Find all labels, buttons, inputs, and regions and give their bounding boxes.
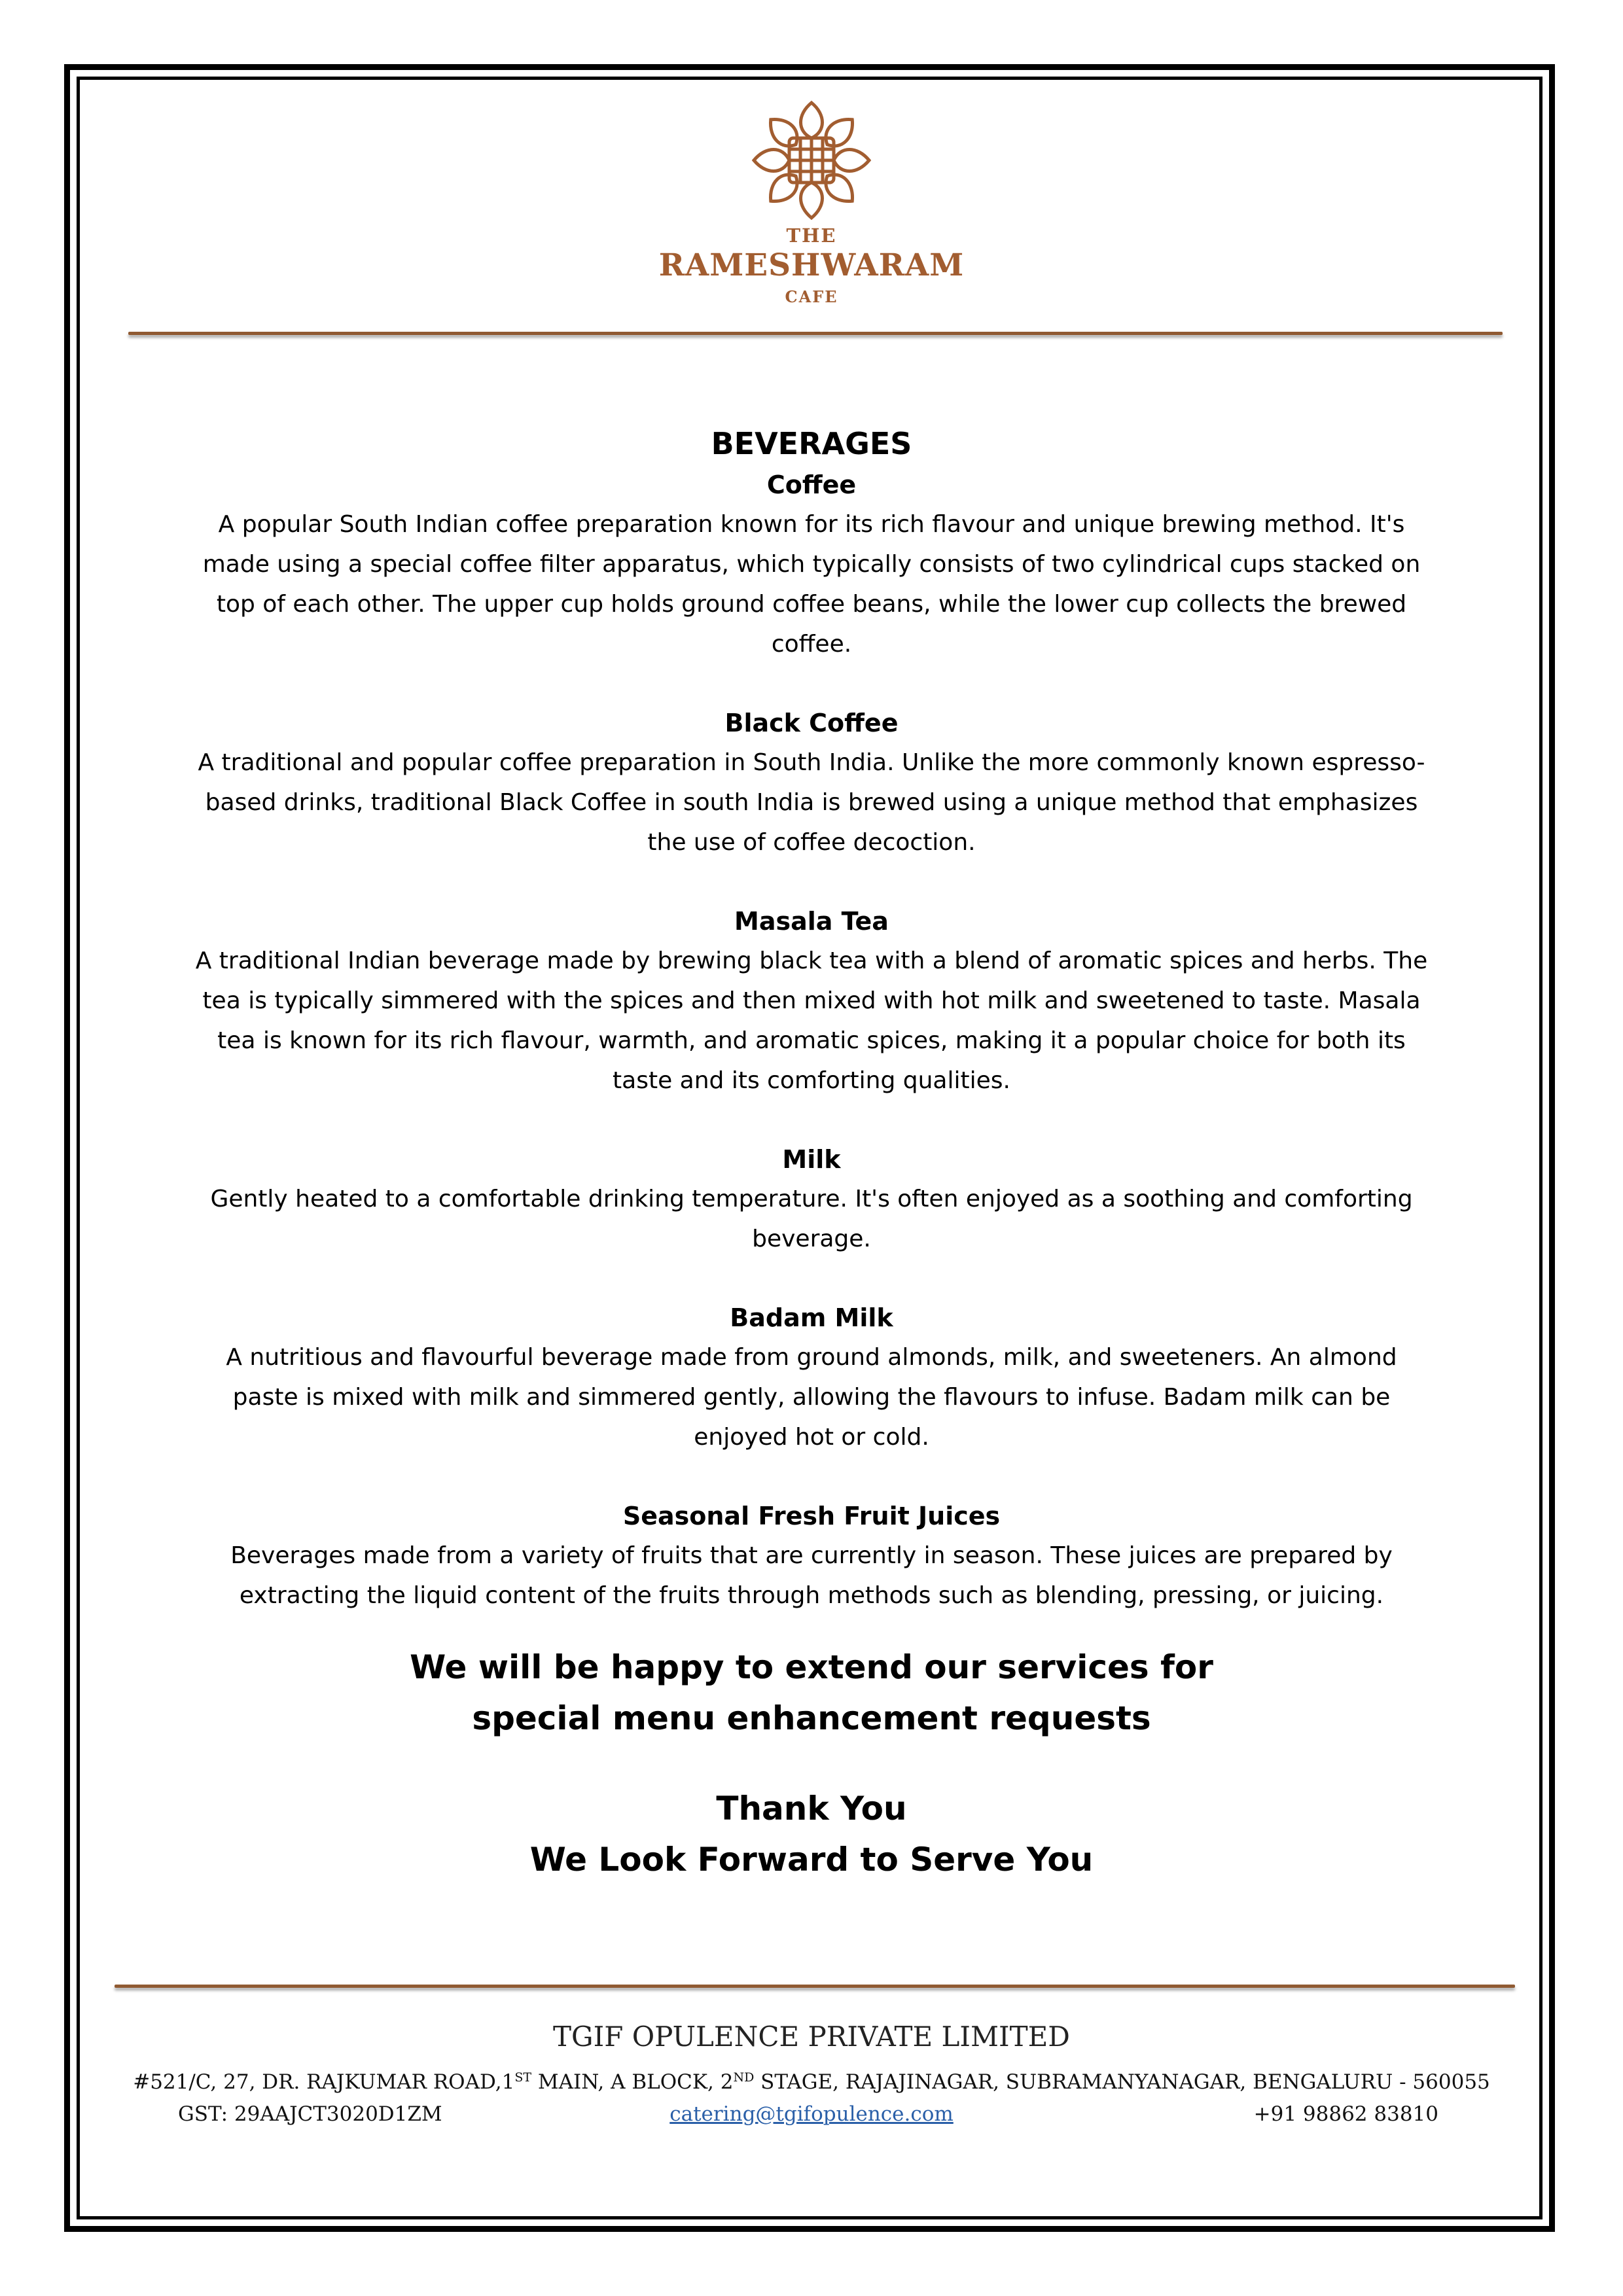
look-forward-line: We Look Forward to Serve You xyxy=(529,1841,1094,1879)
footer-gst: GST: 29AAJCT3020D1ZM xyxy=(178,2102,442,2126)
address-superscript: ND xyxy=(733,2070,755,2085)
address-part: MAIN, A BLOCK, 2 xyxy=(531,2070,734,2094)
menu-item xyxy=(190,902,1433,1101)
item-name: Badam Milk xyxy=(730,1303,893,1332)
menu-content xyxy=(190,422,1433,1885)
address-part: #521/C, 27, DR. RAJKUMAR ROAD,1 xyxy=(133,2070,515,2094)
item-description: A nutritious and flavourful beverage made from ground almonds, milk, and sweeteners. An almond paste is mixed with milk and simmered gently, allowing the flavours to infuse. Badam milk can be enjoyed hot or cold. xyxy=(226,1344,1397,1451)
section-title: BEVERAGES xyxy=(711,426,912,461)
footer-divider xyxy=(115,1985,1515,1988)
menu-item xyxy=(190,1298,1433,1457)
menu-item xyxy=(190,1140,1433,1259)
address-part: STAGE, RAJAJINAGAR, SUBRAMANYANAGAR, BENGALURU - 560055 xyxy=(754,2070,1490,2094)
item-name: Black Coffee xyxy=(724,709,899,737)
rameshwaram-logo-icon xyxy=(746,95,877,226)
services-line-2: special menu enhancement requests xyxy=(472,1699,1151,1737)
header-divider xyxy=(128,332,1503,335)
item-name: Masala Tea xyxy=(734,907,889,936)
footer-company-name: TGIF OPULENCE PRIVATE LIMITED xyxy=(553,2021,1070,2053)
item-name: Milk xyxy=(782,1145,841,1174)
item-description: A traditional and popular coffee preparation in South India. Unlike the more commonly known espresso-based drinks, traditional Black Coffee in south India is brewed using a unique method that emphasizes the use of coffee decoction. xyxy=(198,749,1425,856)
item-name: Coffee xyxy=(766,470,857,499)
menu-item xyxy=(190,465,1433,664)
item-description: Gently heated to a comfortable drinking temperature. It's often enjoyed as a soothing and comforting beverage. xyxy=(210,1186,1413,1252)
item-description: A traditional Indian beverage made by brewing black tea with a blend of aromatic spices and herbs. The tea is typically simmered with the spices and then mixed with hot milk and sweetened to taste. Masala tea is known for its rich flavour, warmth, and aromatic spices, making it a popular choice for both its taste and its comforting qualities. xyxy=(195,947,1428,1094)
footer-address xyxy=(0,2070,1623,2094)
brand-name: RAMESHWARAM xyxy=(658,247,965,283)
address-superscript: ST xyxy=(514,2070,532,2085)
menu-item xyxy=(190,703,1433,862)
menu-item xyxy=(190,1496,1433,1616)
item-description: A popular South Indian coffee preparation known for its rich flavour and unique brewing method. It's made using a special coffee filter apparatus, which typically consists of two cylindrical cups stacked on top of each other. The upper cup holds ground coffee beans, while the lower cup collects the brewed coffee. xyxy=(202,511,1421,658)
spacer xyxy=(190,1744,1433,1783)
item-description: Beverages made from a variety of fruits that are currently in season. These juices are prepared by extracting the liquid content of the fruits through methods such as blending, pressing, or juicing. xyxy=(230,1542,1393,1609)
footer-phone: +91 98862 83810 xyxy=(1253,2102,1438,2126)
item-name: Seasonal Fresh Fruit Juices xyxy=(622,1502,1001,1530)
brand-the: THE xyxy=(786,224,837,247)
thank-you-line: Thank You xyxy=(716,1790,907,1828)
brand-cafe: CAFE xyxy=(785,287,838,306)
services-line-1: We will be happy to extend our services for xyxy=(410,1648,1213,1686)
email-link[interactable]: catering@tgifopulence.com xyxy=(669,2102,954,2126)
